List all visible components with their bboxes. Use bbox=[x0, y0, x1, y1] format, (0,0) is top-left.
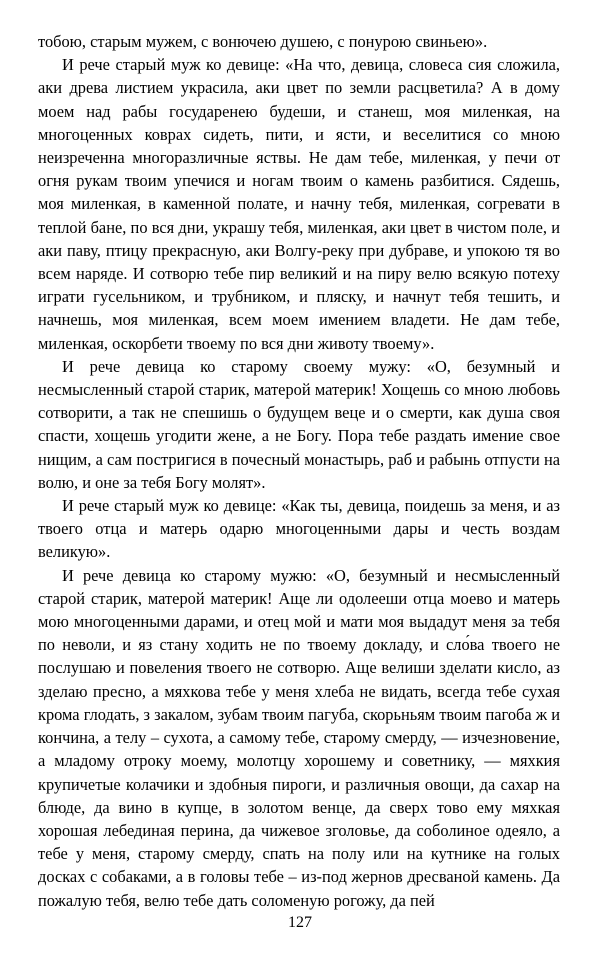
paragraph-5: И рече девица ко старому мужю: «О, безумный и несмысленный старой старик, матерой материк! Аще ли одолееши отца моево и матерь мою многоценными дарами, и отец мой и мати моя выдадут меня за тебя по неволи, и яз стану ходить не по твоему докладу, и сло́ва твоего не послушаю и повеления твоего не сотворю. Аще велиши зделати кисло, аз зделаю пресно, а мяхкова тебе у меня хлеба не видать, всегда тебе сухая крома глодать, з закалом, зубам твоим пагуба, скорьньям твоим пагоба ж и кончина, а телу – сухота, а самому тебе, старому смерду, — изчезновение, а младому отроку моему, молотцу хорошему и советнику, — мяхкия крупичетые колачики и здобныя пироги, и различныя овощи, да сахар на блюде, да вино в купце, в золотом венце, да сверх тово ему мяхкая хорошая лебединая перина, да чижевое зголовье, да соболиное одеяло, а тебе у меня, старому смерду, спать на полу или на кутнике на голых досках с собаками, а в головы тебе – из-под жернов дресваной камень. Да пожалую тебя, велю тебе дать соломеную рогожу, да пей bbox=[38, 565, 560, 910]
paragraph-2: И рече старый муж ко девице: «На что, девица, словеса сия сложила, аки древа листием украсила, аки цвет по земли расцветила? А в дому моем над рабы государенею будеши, и станеш, моя миленкая, на многоценных коврах сидеть, пити, и ясти, и веселитися со мною неизреченна многоразличные яствы. Не дам тебе, миленкая, у печи от огня рукам твоим упечися и ногам твоим о камень разбитися. Сядешь, моя миленкая, в каменной полате, и начну тебя, миленкая, согревати в теплой бане, по вся дни, украшу тебя, миленкая, аки цвет в чистом поле, и аки паву, птицу прекрасную, аки Волгу-реку при дубраве, и упокою тя во всем наряде. И сотворю тебе пир великий и на пиру велю всякую потеху играти гусельником, и трубником, и пляску, и начнут тебя тешить, и начнешь, моя миленкая, всем моем имением владети. Не дам тебе, миленкая, оскорбети твоему по вся дни животу твоему». bbox=[38, 55, 560, 353]
paragraph-3: И рече девица ко старому своему мужу: «О, безумный и несмысленный старой старик, матерой материк! Хощешь со мною любовь сотворити, а так не спешишь о будущем веце и о смерти, как душа своя спасти, хощешь угодити жене, а не Богу. Пора тебе раздать имение свое нищим, а сам постригися в почесный монастырь, раб и рабынь отпусти на волю, и оне за тебя Богу молят». bbox=[38, 356, 560, 492]
page-number: 127 bbox=[288, 914, 312, 931]
book-page bbox=[38, 30, 560, 912]
paragraph-1: тобою, старым мужем, с вонючею душею, с понурою свиньею». bbox=[38, 32, 488, 51]
paragraph-4: И рече старый муж ко девице: «Как ты, девица, поидешь за меня, и аз твоего отца и матерь одарю многоценными дары и честь воздам великую». bbox=[38, 496, 560, 562]
page-text bbox=[38, 30, 560, 912]
